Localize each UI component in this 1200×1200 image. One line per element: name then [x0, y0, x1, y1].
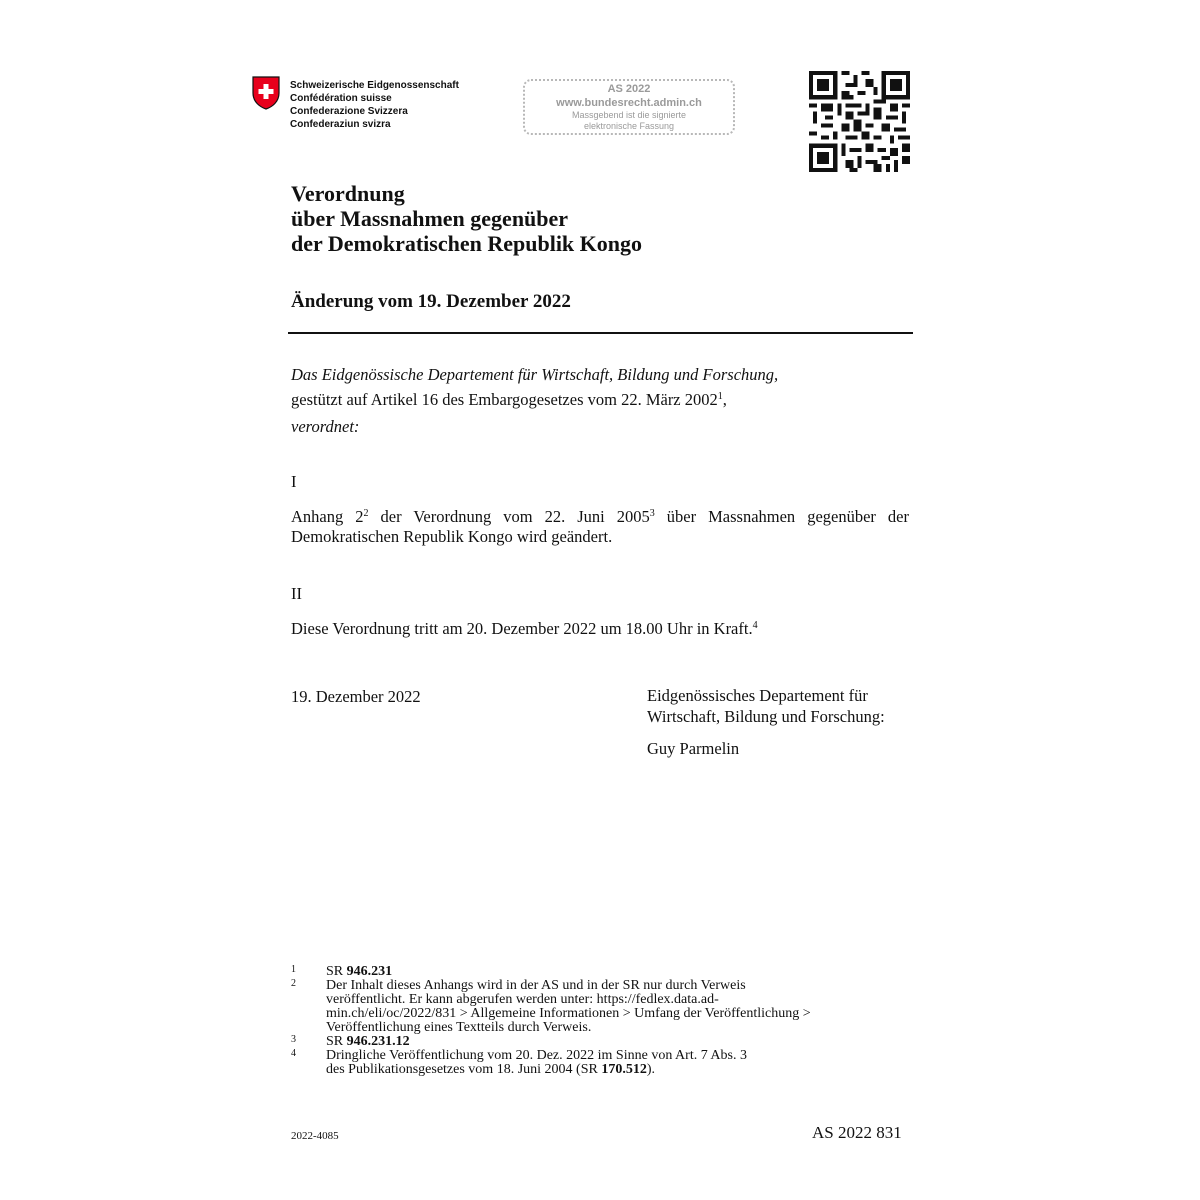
document-number: 2022-4085	[291, 1130, 339, 1142]
footnote-4-line-2-post: ).	[646, 1062, 655, 1077]
footnote-number: 1	[291, 964, 296, 975]
issuing-department: Das Eidgenössische Departement für Wirtschaft, Bildung und Forschung,	[291, 365, 779, 384]
footnote-4	[291, 1049, 911, 1077]
section-label-1: I	[291, 472, 297, 491]
footnote-3-sr-number: 946.231.12	[346, 1034, 410, 1049]
footnote-number: 3	[291, 1034, 296, 1045]
footnote-4-line-1: Dringliche Veröffentlichung vom 20. Dez. 2022 im Sinne von Art. 7 Abs. 3	[326, 1048, 747, 1063]
stamp-url[interactable]: www.bundesrecht.admin.ch	[556, 97, 702, 109]
stamp-as-label: AS 2022	[607, 83, 651, 95]
footnote-3	[291, 1035, 911, 1049]
signing-department	[647, 685, 885, 727]
enacting-formula: verordnet:	[291, 417, 360, 436]
title-divider	[288, 332, 913, 334]
entry-into-force-text: Diese Verordnung tritt am 20. Dezember 2022 um 18.00 Uhr in Kraft.	[291, 619, 753, 638]
footnote-2-line-3[interactable]: min.ch/eli/oc/2022/831 > Allgemeine Informationen > Umfang der Veröffentlichung >	[326, 1006, 811, 1021]
footnote-ref-3[interactable]: 3	[649, 508, 655, 519]
footnote-2-line-1: Der Inhalt dieses Anhangs wird in der AS und in der SR nur durch Verweis	[326, 978, 746, 993]
agency-line-de: Schweizerische Eidgenossenschaft	[290, 80, 459, 91]
footnote-1	[291, 965, 911, 979]
title-line-2: über Massnahmen gegenüber	[291, 206, 569, 231]
footnote-ref-4[interactable]: 4	[752, 620, 758, 631]
footnote-2	[291, 979, 911, 1035]
footnote-number: 2	[291, 978, 296, 989]
section-1-text-a: Anhang 2	[291, 507, 364, 526]
swiss-coat-of-arms-logo	[252, 76, 280, 110]
footnote-3-prefix: SR	[326, 1034, 347, 1049]
section-1-text	[291, 507, 909, 547]
signing-department-line-2: Wirtschaft, Bildung und Forschung:	[647, 707, 885, 726]
signature-date: 19. Dezember 2022	[291, 687, 421, 706]
agency-line-rm: Confederaziun svizra	[290, 119, 391, 130]
signing-department-line-1: Eidgenössisches Departement für	[647, 686, 868, 705]
document-title	[291, 181, 642, 256]
agency-name	[290, 79, 459, 131]
footnote-2-line-4: Veröffentlichung eines Textteils durch Verweis.	[326, 1020, 592, 1035]
official-compilation-number: AS 2022 831	[812, 1123, 902, 1142]
footnote-ref-1[interactable]: 1	[717, 391, 723, 402]
publication-stamp	[523, 79, 735, 135]
agency-line-it: Confederazione Svizzera	[290, 106, 408, 117]
stamp-note-1: Massgebend ist die signierte	[571, 110, 687, 120]
footnote-2-line-2[interactable]: veröffentlicht. Er kann abgerufen werden unter: https://fedlex.data.ad-	[326, 992, 719, 1007]
section-label-2: II	[291, 584, 302, 603]
legal-basis-text: gestützt auf Artikel 16 des Embargogesetzes vom 22. März 2002	[291, 390, 718, 409]
section-1-text-c: über Massnahmen gegenüber der Demokratischen Republik Kongo wird geändert.	[291, 507, 910, 546]
stamp-note-2: elektronische Fassung	[583, 121, 675, 131]
amendment-date: Änderung vom 19. Dezember 2022	[291, 291, 571, 312]
footnotes	[291, 965, 911, 1077]
footnote-number: 4	[291, 1048, 296, 1059]
footnote-1-sr-number: 946.231	[346, 964, 393, 979]
footnote-4-sr-number: 170.512	[601, 1062, 647, 1077]
agency-line-fr: Confédération suisse	[290, 93, 392, 104]
footnote-4-line-2-pre: des Publikationsgesetzes vom 18. Juni 2004 (SR	[326, 1062, 602, 1077]
qr-code	[809, 71, 910, 172]
title-line-1: Verordnung	[291, 181, 405, 206]
footnote-1-prefix: SR	[326, 964, 347, 979]
footnote-ref-2[interactable]: 2	[363, 508, 369, 519]
section-1-text-b: der Verordnung vom 22. Juni 2005	[368, 507, 650, 526]
signatory-name: Guy Parmelin	[647, 739, 740, 758]
footnote-4-line-2	[326, 1063, 911, 1077]
legal-basis	[291, 388, 727, 412]
legal-basis-end: ,	[722, 390, 727, 409]
section-2-text	[291, 617, 758, 641]
title-line-3: der Demokratischen Republik Kongo	[291, 231, 643, 256]
